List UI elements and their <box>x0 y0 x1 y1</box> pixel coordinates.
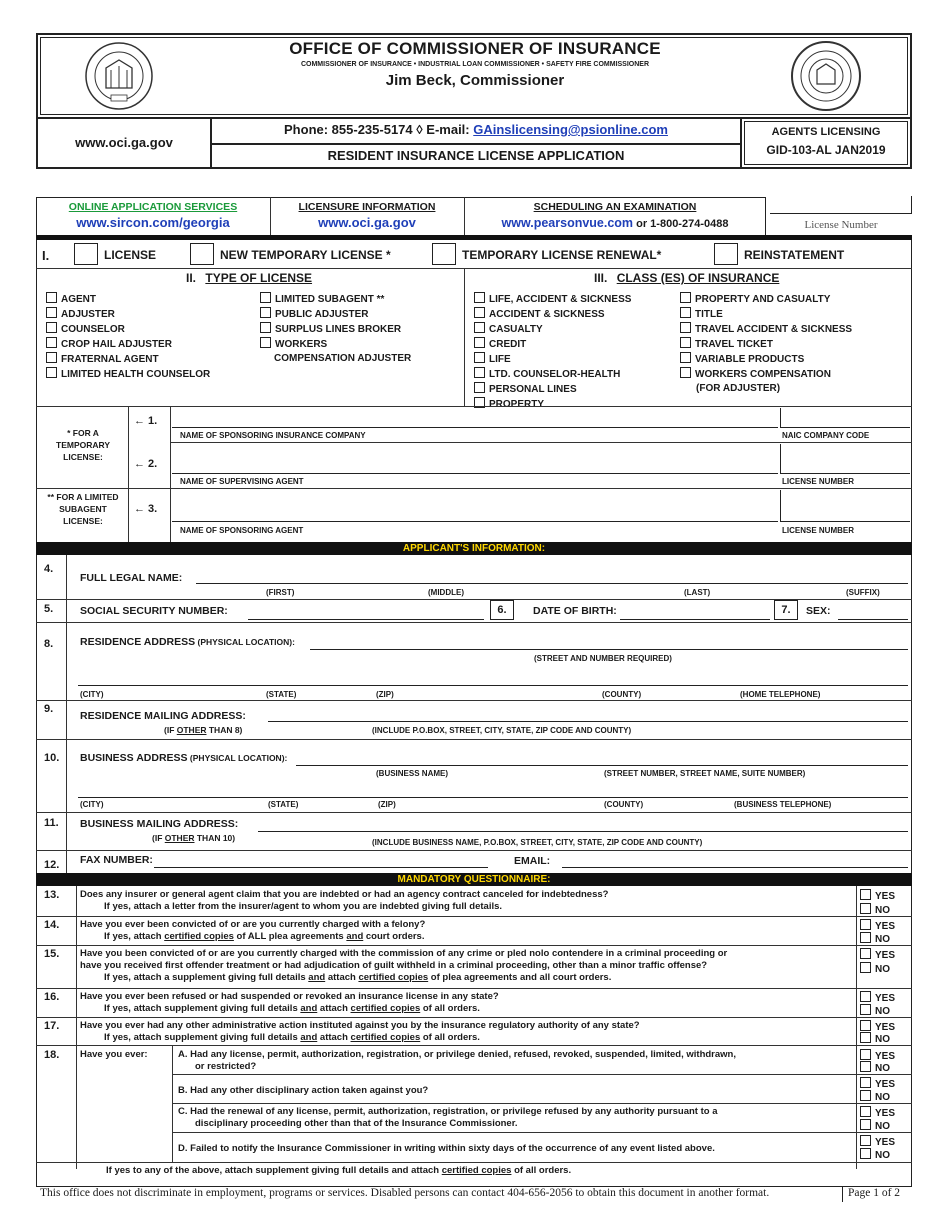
full-name-input[interactable] <box>196 570 908 584</box>
license-type-workers-comp[interactable]: WORKERS <box>260 337 411 352</box>
name-first-label: (FIRST) <box>266 588 295 597</box>
bus-mailing-input[interactable] <box>258 818 908 832</box>
q13-yes[interactable]: YES <box>860 889 895 902</box>
section-3-num: III. <box>594 271 608 285</box>
q18d-no[interactable]: NO <box>860 1148 890 1161</box>
q13-bottom <box>36 916 912 917</box>
reinstatement-label: REINSTATEMENT <box>744 248 845 262</box>
section1-bottom <box>36 268 912 269</box>
office-subtitle: COMMISSIONER OF INSURANCE • INDUSTRIAL LOAN COMMISSIONER • SAFETY FIRE COMMISSIONER <box>300 61 650 68</box>
exam-url[interactable]: www.pearsonvue.com <box>501 216 634 230</box>
res-phone-label: (HOME TELEPHONE) <box>740 690 821 699</box>
q18b-bottom <box>172 1103 912 1104</box>
q18a-text: A. Had any license, permit, authorization, registration, or privilege denied, refused, revoked, suspended, limited, withdrawn, or restricted? <box>178 1049 736 1072</box>
q18-lead: Have you ever: <box>80 1049 148 1060</box>
license-type-surplus-lines[interactable]: SURPLUS LINES BROKER <box>260 322 411 337</box>
class-travel-accident[interactable]: TRAVEL ACCIDENT & SICKNESS <box>680 322 852 337</box>
naic-code-label: NAIC COMPANY CODE <box>782 431 870 440</box>
residence-city-input[interactable] <box>78 672 908 686</box>
if-other-than-8: (IF OTHER THAN 8) <box>164 725 243 735</box>
website-text: www.oci.ga.gov <box>75 135 173 150</box>
state-seal-right <box>790 40 862 112</box>
naic-code-input[interactable] <box>780 408 910 428</box>
sponsoring-license-label: LICENSE NUMBER <box>782 526 855 535</box>
if-other-than-10: (IF OTHER THAN 10) <box>152 833 236 843</box>
q16-num: 16. <box>44 991 60 1003</box>
business-address-sub: (PHYSICAL LOCATION): <box>187 753 288 763</box>
ssn-label: SOCIAL SECURITY NUMBER: <box>80 605 228 617</box>
sponsor-note-divider <box>128 406 129 542</box>
section2-3-divider <box>464 268 465 406</box>
item-5-num: 5. <box>44 603 54 615</box>
license-type-col2 <box>260 292 411 366</box>
email-input[interactable] <box>562 854 908 868</box>
q16-text: Have you ever been refused or had suspended or revoked an insurance license in any state? If yes, attach supplement giving full details and attach certified copies of all orders. <box>80 991 499 1014</box>
temp-renewal-checkbox[interactable] <box>432 243 456 265</box>
q18c-bottom <box>172 1132 912 1133</box>
fax-input[interactable] <box>154 854 488 868</box>
q16-bottom <box>36 1017 912 1018</box>
q18d-text: D. Failed to notify the Insurance Commissioner in writing within sixty days of the occurrence of any event listed above. <box>178 1143 715 1154</box>
sponsoring-license-input[interactable] <box>780 490 910 522</box>
page-number: Page 1 of 2 <box>848 1187 901 1199</box>
insurance-class-col1 <box>474 292 631 412</box>
q18-num: 18. <box>44 1049 60 1061</box>
sex-label: SEX: <box>806 605 831 617</box>
supervising-agent-label: NAME OF SUPERVISING AGENT <box>180 477 304 486</box>
section-2-title <box>186 271 312 285</box>
exam-phone: or 1-800-274-0488 <box>633 218 729 230</box>
new-temp-license-checkbox[interactable] <box>190 243 214 265</box>
row5-bottom <box>36 622 912 623</box>
class-life-accident-sickness[interactable]: LIFE, ACCIDENT & SICKNESS <box>474 292 631 307</box>
class-workers-comp-cont: (FOR ADJUSTER) <box>696 383 781 394</box>
item-6-num: 6. <box>490 600 514 620</box>
form-top-thick <box>36 235 912 240</box>
row9-bottom <box>36 739 912 740</box>
license-type-adjuster[interactable]: ADJUSTER <box>46 307 210 322</box>
q18c-text: C. Had the renewal of any license, permit, authorization, registration, or privilege refused by any authority pursuant to a disciplinary proceeding other than that of the Insurance Commissioner. <box>178 1106 718 1129</box>
business-name-input[interactable] <box>296 752 908 766</box>
class-personal-lines[interactable]: PERSONAL LINES <box>474 382 631 397</box>
class-title[interactable]: TITLE <box>680 307 852 322</box>
questionnaire-bar: MANDATORY QUESTIONNAIRE: <box>36 873 912 886</box>
res-city-label: (CITY) <box>80 690 104 699</box>
ssn-input[interactable] <box>248 606 484 620</box>
q15-text: Have you been convicted of or are you currently charged with the commission of any crime or pled nolo contendere in a criminal proceeding or have you received first offender treatment or had adjudication of guilt withheld in a criminal proceeding, other than a minor traffic offense? If yes, attach a supplement giving full details and attach certified copies of plea agreements and all court orders. <box>80 948 728 983</box>
section-2-title-text: TYPE OF LICENSE <box>205 271 313 285</box>
business-name-label: (BUSINESS NAME) <box>376 769 449 778</box>
sponsor-company-label: NAME OF SPONSORING INSURANCE COMPANY <box>180 431 366 440</box>
class-accident-sickness[interactable]: ACCIDENT & SICKNESS <box>474 307 631 322</box>
fax-label: FAX NUMBER: <box>80 854 153 866</box>
license-type-fraternal[interactable]: FRATERNAL AGENT <box>46 352 210 367</box>
sponsor-row1-line <box>170 442 912 443</box>
sponsoring-agent-input[interactable] <box>172 490 778 522</box>
sponsor-arrow-divider <box>170 406 171 542</box>
q17-no[interactable]: NO <box>860 1032 890 1045</box>
applicant-info-bar: APPLICANT'S INFORMATION: <box>36 542 912 555</box>
item-11-num: 11. <box>44 817 59 829</box>
class-variable-products[interactable]: VARIABLE PRODUCTS <box>680 352 852 367</box>
email-label: EMAIL: <box>514 855 551 867</box>
office-title: OFFICE OF COMMISSIONER OF INSURANCE <box>289 39 661 58</box>
new-temp-license-label: NEW TEMPORARY LICENSE * <box>220 248 391 262</box>
sponsor-arrow-3: ← 3. <box>134 503 158 515</box>
q13-text: Does any insurer or general agent claim that you are indebted or had an agency contract canceled for indebtedness? If yes, attach a letter from the insurer/agent to whom you are indebted giving full details. <box>80 889 609 912</box>
license-type-counselor[interactable]: COUNSELOR <box>46 322 210 337</box>
non-discrimination-notice: This office does not discriminate in employment, programs or services. Disabled persons can contact 404-656-2056 to obtain this document in another format. <box>40 1187 770 1199</box>
exam-scheduling-line <box>464 216 766 230</box>
dob-input[interactable] <box>620 606 770 620</box>
temp-license-note: * FOR A TEMPORARY LICENSE: <box>56 428 110 462</box>
sex-input[interactable] <box>838 606 908 620</box>
q15-yes[interactable]: YES <box>860 948 895 961</box>
q13-num: 13. <box>44 889 60 901</box>
sponsor-company-input[interactable] <box>172 408 778 428</box>
section-1-num: I. <box>42 248 50 263</box>
sponsor-arrow-2: ← 2. <box>134 458 158 470</box>
residence-address-sub: (PHYSICAL LOCATION): <box>195 637 295 647</box>
q15-no[interactable]: NO <box>860 962 890 975</box>
form-title-divider <box>212 143 740 145</box>
bus-zip-label: (ZIP) <box>378 800 396 809</box>
residence-address-title: RESIDENCE ADDRESS <box>80 636 196 648</box>
res-mailing-input[interactable] <box>268 708 908 722</box>
license-type-workers-comp-cont: COMPENSATION ADJUSTER <box>274 353 412 364</box>
q17-bottom <box>36 1045 912 1046</box>
q16-no[interactable]: NO <box>860 1004 890 1017</box>
q17-text: Have you ever had any other administrative action instituted against you by the insurance regulatory authority of any state? If yes, attach supplement giving full details and attach certified copies of all orders. <box>80 1020 640 1043</box>
section-2-num: II. <box>186 271 197 285</box>
section3-bottom <box>36 406 912 407</box>
q16-yes[interactable]: YES <box>860 991 895 1004</box>
commissioner-name: Jim Beck, Commissioner <box>385 72 565 89</box>
item-4-num: 4. <box>44 563 54 575</box>
q18-bottom <box>36 1162 912 1163</box>
license-type-crop-hail[interactable]: CROP HAIL ADJUSTER <box>46 337 210 352</box>
class-life[interactable]: LIFE <box>474 352 631 367</box>
licensure-info-label: LICENSURE INFORMATION <box>298 201 436 213</box>
row10-bottom <box>36 812 912 813</box>
license-type-agent[interactable]: AGENT <box>46 292 210 307</box>
q18c-no[interactable]: NO <box>860 1119 890 1132</box>
bus-state-label: (STATE) <box>268 800 299 809</box>
q14-yes[interactable]: YES <box>860 919 895 932</box>
name-suffix-label: (SUFFIX) <box>846 588 880 597</box>
q14-bottom <box>36 945 912 946</box>
number-column-divider <box>66 555 67 873</box>
subagent-license-note: ** FOR A LIMITED SUBAGENT LICENSE: <box>47 492 119 526</box>
sponsoring-agent-label: NAME OF SPONSORING AGENT <box>180 526 304 535</box>
res-mailing-label: RESIDENCE MAILING ADDRESS: <box>80 710 246 722</box>
item-9-num: 9. <box>44 703 54 715</box>
row8-bottom <box>36 700 912 701</box>
bus-county-label: (COUNTY) <box>604 800 644 809</box>
license-number-label: License Number <box>804 219 878 231</box>
q15-num: 15. <box>44 948 60 960</box>
sponsor-arrow-1: ← 1. <box>134 415 158 427</box>
supervising-agent-input[interactable] <box>172 444 778 474</box>
online-services-label: ONLINE APPLICATION SERVICES <box>68 201 238 213</box>
licensure-info-url[interactable]: www.oci.ga.gov <box>318 215 416 230</box>
email-link[interactable]: GAinslicensing@psionline.com <box>473 122 668 137</box>
row11-bottom <box>36 850 912 851</box>
item-10-num: 10. <box>44 752 60 764</box>
item-7-num: 7. <box>774 600 798 620</box>
q14-no[interactable]: NO <box>860 932 890 945</box>
business-address-title: BUSINESS ADDRESS <box>80 752 188 764</box>
license-option-label: LICENSE <box>104 248 157 262</box>
street-required-label: (STREET AND NUMBER REQUIRED) <box>534 654 672 663</box>
name-middle-label: (MIDDLE) <box>428 588 464 597</box>
q18c-yes[interactable]: YES <box>860 1106 895 1119</box>
res-county-label: (COUNTY) <box>602 690 642 699</box>
online-services-url[interactable]: www.sircon.com/georgia <box>76 215 230 230</box>
q18b-no[interactable]: NO <box>860 1090 890 1103</box>
license-type-limited-health[interactable]: LIMITED HEALTH COUNSELOR <box>46 367 210 382</box>
section-3-title <box>594 271 779 285</box>
business-city-input[interactable] <box>78 784 908 798</box>
class-property[interactable]: PROPERTY <box>474 397 631 412</box>
business-street-label: (STREET NUMBER, STREET NAME, SUITE NUMBER) <box>604 769 806 778</box>
name-last-label: (LAST) <box>684 588 711 597</box>
class-credit[interactable]: CREDIT <box>474 337 631 352</box>
class-property-casualty[interactable]: PROPERTY AND CASUALTY <box>680 292 852 307</box>
q15-bottom <box>36 988 912 989</box>
license-type-col1 <box>46 292 210 382</box>
residence-address-label <box>80 636 295 648</box>
reinstatement-checkbox[interactable] <box>714 243 738 265</box>
phone-email-line <box>212 122 740 137</box>
q18b-text: B. Had any other disciplinary action taken against you? <box>178 1085 429 1096</box>
q13-no[interactable]: NO <box>860 903 890 916</box>
supervising-license-label: LICENSE NUMBER <box>782 477 855 486</box>
sponsor-row2-line <box>36 488 912 489</box>
q18a-no[interactable]: NO <box>860 1061 890 1074</box>
section-3-title-text: CLASS (ES) OF INSURANCE <box>616 271 780 285</box>
bus-mailing-label: BUSINESS MAILING ADDRESS: <box>80 818 239 830</box>
class-ltd-counselor-health[interactable]: LTD. COUNSELOR-HEALTH <box>474 367 631 382</box>
q18d-yes[interactable]: YES <box>860 1135 895 1148</box>
state-seal-left <box>84 40 154 112</box>
insurance-class-col2 <box>680 292 852 396</box>
include-bus-label: (INCLUDE BUSINESS NAME, P.O.BOX, STREET, CITY, STATE, ZIP CODE AND COUNTY) <box>372 838 703 847</box>
phone-label: Phone: 855-235-5174 ◊ E-mail: <box>284 122 474 137</box>
q14-num: 14. <box>44 919 60 931</box>
form-code: GID-103-AL JAN2019 <box>766 143 886 157</box>
bus-city-label: (CITY) <box>80 800 104 809</box>
license-type-public-adjuster[interactable]: PUBLIC ADJUSTER <box>260 307 411 322</box>
res-state-label: (STATE) <box>266 690 297 699</box>
class-casualty[interactable]: CASUALTY <box>474 322 631 337</box>
class-workers-comp[interactable]: WORKERS COMPENSATION <box>680 367 852 382</box>
license-type-limited-subagent[interactable]: LIMITED SUBAGENT ** <box>260 292 411 307</box>
license-number-input[interactable] <box>770 196 912 214</box>
q-number-divider <box>76 886 77 1169</box>
res-zip-label: (ZIP) <box>376 690 394 699</box>
footer-divider <box>842 1186 843 1202</box>
q18-footer-text: If yes to any of the above, attach supplement giving full details and attach certified copies of all orders. <box>106 1165 572 1176</box>
dob-label: DATE OF BIRTH: <box>533 605 617 617</box>
residence-street-input[interactable] <box>310 636 908 650</box>
item-12-num: 12. <box>44 859 60 871</box>
bus-phone-label: (BUSINESS TELEPHONE) <box>734 800 832 809</box>
exam-scheduling-label: SCHEDULING AN EXAMINATION <box>533 201 697 213</box>
business-address-label <box>80 752 287 764</box>
class-travel-ticket[interactable]: TRAVEL TICKET <box>680 337 852 352</box>
full-name-label: FULL LEGAL NAME: <box>80 572 183 584</box>
q-yesno-divider <box>856 886 857 1169</box>
include-po-label: (INCLUDE P.O.BOX, STREET, CITY, STATE, ZIP CODE AND COUNTY) <box>372 726 632 735</box>
license-checkbox[interactable] <box>74 243 98 265</box>
q18a-yes[interactable]: YES <box>860 1049 895 1062</box>
q17-num: 17. <box>44 1020 60 1032</box>
supervising-license-input[interactable] <box>780 444 910 474</box>
q18b-yes[interactable]: YES <box>860 1077 895 1090</box>
form-title: RESIDENT INSURANCE LICENSE APPLICATION <box>327 148 625 163</box>
item-8-num: 8. <box>44 638 54 650</box>
q17-yes[interactable]: YES <box>860 1020 895 1033</box>
temp-renewal-label: TEMPORARY LICENSE RENEWAL* <box>462 248 662 262</box>
q18a-bottom <box>172 1074 912 1075</box>
agents-licensing-label: AGENTS LICENSING <box>771 126 881 138</box>
q14-text: Have you ever been convicted of or are you currently charged with a felony? If yes, attach certified copies of ALL plea agreements and court orders. <box>80 919 426 942</box>
